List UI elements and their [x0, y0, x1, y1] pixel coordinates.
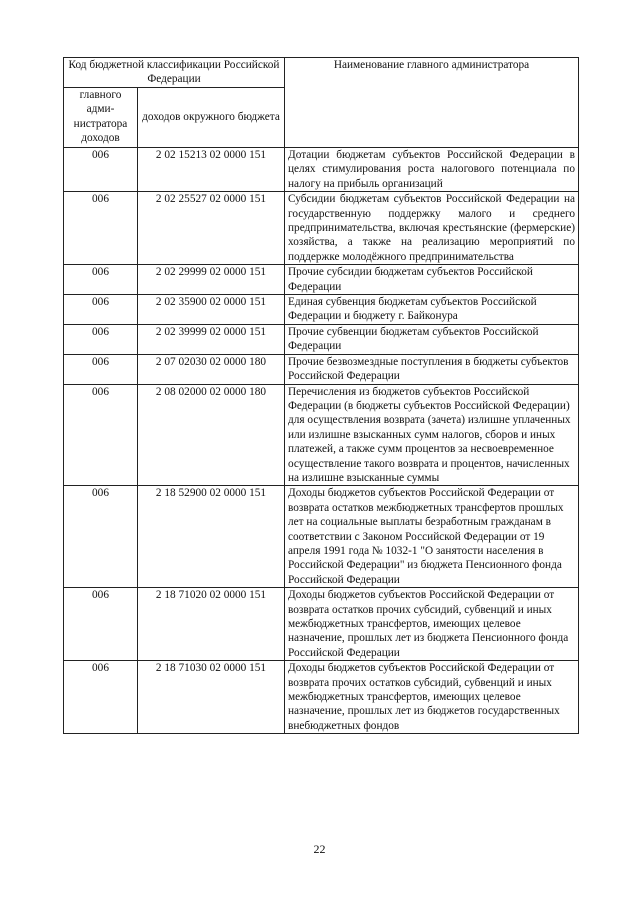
administrator-name-cell: Прочие безвозмездные поступления в бюджеты субъектов Российской Федерации	[285, 354, 579, 384]
administrator-name-cell: Доходы бюджетов субъектов Российской Федерации от возврата остатков межбюджетных трансфертов прошлых лет на социальные выплаты безработным гражданам в соответствии с Законом Российской Федерации от 19 апреля 1991 года № 1032-1 "О занятости населения в Российской Федерации" из бюджета Пенсионного фонда Российской Федерации	[285, 486, 579, 588]
admin-code-cell: 006	[64, 354, 138, 384]
income-code-cell: 2 02 29999 02 0000 151	[138, 265, 285, 295]
header-income-column: доходов окружного бюджета	[138, 88, 285, 148]
income-code-cell: 2 08 02000 02 0000 180	[138, 384, 285, 486]
administrator-name-cell: Доходы бюджетов субъектов Российской Федерации от возврата прочих остатков субсидий, субвенций и иных межбюджетных трансфертов, имеющих целевое назначение, прошлых лет из бюджетов государственных внебюджетных фондов	[285, 661, 579, 734]
header-group-label: Код бюджетной классификации Российской Федерации	[64, 58, 285, 88]
admin-code-cell: 006	[64, 486, 138, 588]
table-row	[64, 192, 579, 265]
table-row	[64, 295, 579, 325]
income-code-cell: 2 18 71030 02 0000 151	[138, 661, 285, 734]
table-row	[64, 324, 579, 354]
table-row	[64, 661, 579, 734]
table-row	[64, 148, 579, 192]
admin-code-cell: 006	[64, 661, 138, 734]
admin-code-cell: 006	[64, 295, 138, 325]
income-code-cell: 2 02 39999 02 0000 151	[138, 324, 285, 354]
administrator-name-cell: Прочие субвенции бюджетам субъектов Российской Федерации	[285, 324, 579, 354]
administrator-name-cell: Единая субвенция бюджетам субъектов Российской Федерации и бюджету г. Байконура	[285, 295, 579, 325]
table-row	[64, 486, 579, 588]
income-code-cell: 2 02 25527 02 0000 151	[138, 192, 285, 265]
budget-classification-table	[63, 57, 579, 734]
administrator-name-cell: Прочие субсидии бюджетам субъектов Российской Федерации	[285, 265, 579, 295]
admin-code-cell: 006	[64, 588, 138, 661]
administrator-name-cell: Субсидии бюджетам субъектов Российской Федерации на государственную поддержку малого и среднего предпринимательства, включая крестьянские (фермерские) хозяйства, а также на реализацию мероприятий по поддержке молодёжного предпринимательства	[285, 192, 579, 265]
administrator-name-cell: Перечисления из бюджетов субъектов Российской Федерации (в бюджеты субъектов Российской Федерации) для осуществления возврата (зачета) излишне уплаченных или излишне взысканных сумм налогов, сборов и иных платежей, а также сумм процентов за несвоевременное осуществление такого возврата и процентов, начисленных на излишне взысканные суммы	[285, 384, 579, 486]
admin-code-cell: 006	[64, 384, 138, 486]
header-name-column: Наименование главного администратора	[285, 58, 579, 148]
income-code-cell: 2 18 71020 02 0000 151	[138, 588, 285, 661]
income-code-cell: 2 02 15213 02 0000 151	[138, 148, 285, 192]
income-code-cell: 2 18 52900 02 0000 151	[138, 486, 285, 588]
administrator-name-cell: Дотации бюджетам субъектов Российской Федерации в целях стимулирования роста налогового потенциала по налогу на прибыль организаций	[285, 148, 579, 192]
header-admin-column: главного адми-нистратора доходов	[64, 88, 138, 148]
table-body	[64, 58, 579, 734]
page-number: 22	[313, 842, 326, 856]
admin-code-cell: 006	[64, 324, 138, 354]
income-code-cell: 2 07 02030 02 0000 180	[138, 354, 285, 384]
table-row	[64, 354, 579, 384]
admin-code-cell: 006	[64, 192, 138, 265]
header-row-top	[64, 58, 579, 88]
table-row	[64, 384, 579, 486]
administrator-name-cell: Доходы бюджетов субъектов Российской Федерации от возврата остатков прочих субсидий, субвенций и иных межбюджетных трансфертов, имеющих целевое назначение, прошлых лет из бюджета Пенсионного фонда Российской Федерации	[285, 588, 579, 661]
admin-code-cell: 006	[64, 265, 138, 295]
income-code-cell: 2 02 35900 02 0000 151	[138, 295, 285, 325]
admin-code-cell: 006	[64, 148, 138, 192]
table-row	[64, 588, 579, 661]
table-row	[64, 265, 579, 295]
